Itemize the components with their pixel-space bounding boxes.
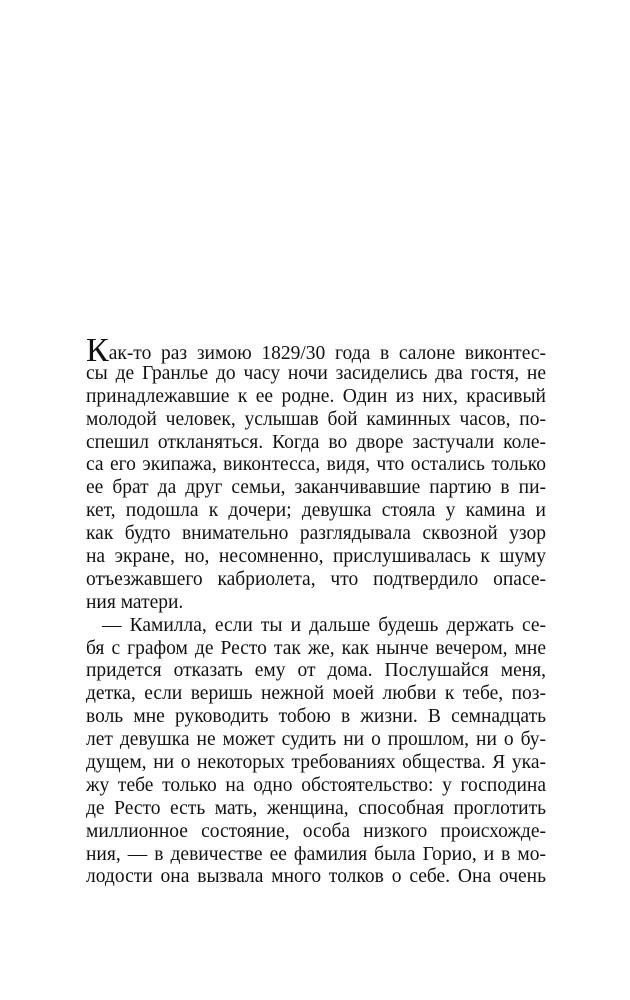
text-line: воль мне руководить тобою в жизни. В семнадцать [86, 706, 546, 728]
text-line: отъезжавшего кабриолета, что подтвердило опасе- [86, 568, 546, 590]
text-line: ния, — в девичестве ее фамилия была Горио, и в мо- [86, 843, 546, 865]
text-line: лодости она вызвала много толков о себе. Она очень [86, 866, 546, 888]
text-line: ее брат да друг семьи, заканчивавшие партию в пи- [86, 477, 546, 499]
text-line: спешил откланяться. Когда во дворе застучали коле- [86, 431, 546, 453]
text-line: принадлежавшие к ее родне. Один из них, красивый [86, 385, 546, 407]
text-line: миллионное состояние, особа низкого происхожде- [86, 820, 546, 842]
text-line: дущем, ни о некоторых требованиях общества. Я ука- [86, 752, 546, 774]
text-line: как будто внимательно разглядывала сквозной узор [86, 523, 546, 545]
text-line: са его экипажа, виконтесса, видя, что остались только [86, 454, 546, 476]
drop-cap: К [86, 332, 109, 369]
paragraph-2 [86, 615, 546, 890]
text-line: де Ресто есть мать, женщина, способная проглотить [86, 797, 546, 819]
text-line: жу тебе только на одно обстоятельство: у господина [86, 774, 546, 796]
paragraph-1 [86, 332, 546, 615]
text-line: придется отказать ему от дома. Послушайся меня, [86, 660, 546, 682]
text-line: молодой человек, услышав бой каминных часов, по- [86, 408, 546, 430]
text-line: кет, подошла к дочери; девушка стояла у камина и [86, 500, 546, 522]
page-body [86, 332, 546, 889]
text-line: детка, если веришь нежной моей любви к тебе, поз- [86, 683, 546, 705]
text-line: сы де Гранлье до часу ночи засиделись два гостя, не [86, 362, 546, 384]
text-line: ния матери. [86, 591, 184, 613]
text-line: бя с графом де Ресто так же, как нынче вечером, мне [86, 637, 546, 659]
text-line: лет девушка не может судить ни о прошлом, ни о бу- [86, 729, 546, 751]
text-line: — Камилла, если ты и дальше будешь держать се- [102, 614, 546, 636]
text-line [86, 332, 546, 369]
text-line-content: ак-то раз зимою 1829/30 года в салоне виконтес- [108, 343, 546, 364]
text-line: на экране, но, несомненно, прислушивалась к шуму [86, 546, 546, 568]
